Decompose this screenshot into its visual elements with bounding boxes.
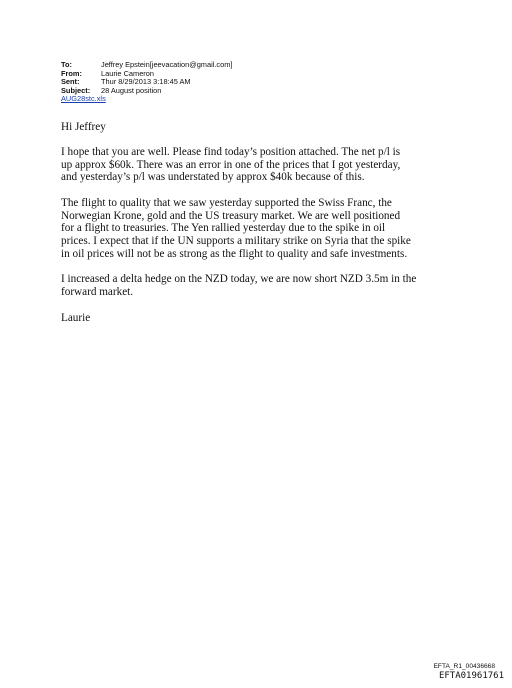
header-subject-label: Subject: — [61, 85, 91, 95]
paragraph-line: forward market. — [61, 286, 134, 299]
paragraph-line: I increased a delta hedge on the NZD today, we are now short NZD 3.5m in the — [61, 273, 417, 286]
header-from-value: Laurie Cameron — [101, 68, 154, 78]
header-subject-value: 28 August position — [101, 85, 162, 95]
email-header — [61, 61, 232, 104]
header-from-label: From: — [61, 68, 82, 78]
greeting: Hi Jeffrey — [61, 121, 106, 133]
paragraph-2 — [61, 197, 461, 261]
paragraph-line: I hope that you are well. Please find today’s position attached. The net p/l is — [61, 145, 401, 158]
footer-reference: EFTA_R1_00436668 — [433, 663, 495, 670]
paragraph-1 — [61, 146, 461, 184]
header-sent-value: Thur 8/29/2013 3:18:45 AM — [101, 77, 191, 87]
header-to-value: Jeffrey Epstein[jeevacation@gmail.com] — [101, 60, 233, 69]
paragraph-line: prices. I expect that if the UN supports a military strike on Syria that the spike — [61, 235, 411, 248]
paragraph-line: and yesterday’s p/l was understated by approx $40k because of this. — [61, 171, 365, 184]
attachment-link[interactable]: AUG28stc.xls — [61, 94, 106, 104]
footer-document-id: EFTA01961761 — [438, 671, 504, 681]
header-to-label: To: — [61, 60, 72, 69]
paragraph-line: up approx $60k. There was an error in one of the prices that I got yesterday, — [61, 158, 401, 171]
header-sent-label: Sent: — [61, 77, 80, 87]
signoff: Laurie — [61, 311, 91, 324]
paragraph-line: for a flight to treasuries. The Yen rallied yesterday due to the spike in oil — [61, 222, 386, 235]
paragraph-line: Norwegian Krone, gold and the US treasury market. We are well positioned — [61, 209, 401, 222]
paragraph-3 — [61, 273, 461, 299]
paragraph-line: The flight to quality that we saw yesterday supported the Swiss Franc, the — [61, 196, 392, 209]
paragraph-line: in oil prices will not be as strong as the flight to quality and safe investments. — [61, 247, 408, 260]
email-body — [61, 121, 461, 337]
